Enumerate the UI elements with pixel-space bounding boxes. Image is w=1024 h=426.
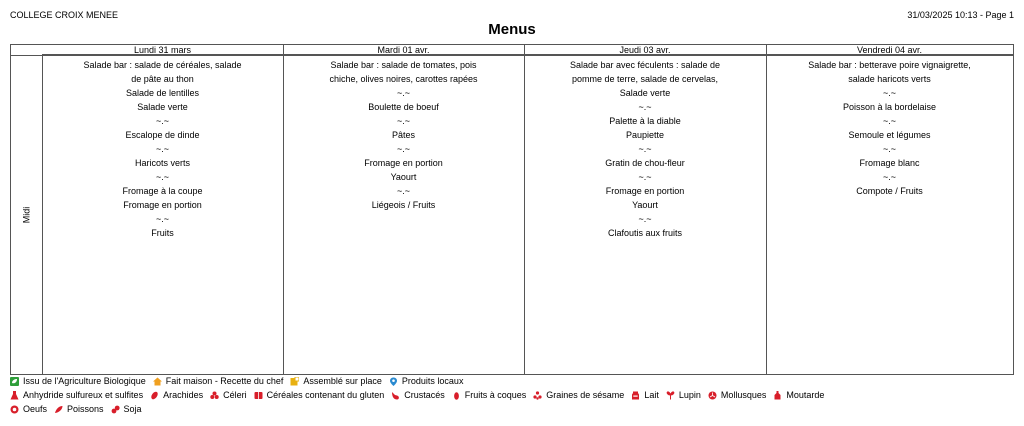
course-separator: ~.~ — [882, 144, 896, 154]
menu-item: Poisson à la bordelaise — [842, 102, 937, 112]
legend-item — [254, 390, 385, 402]
menu-item: Fromage en portion — [123, 200, 202, 210]
legend-label: Fruits à coques — [464, 389, 527, 400]
menu-item: Salade verte — [619, 88, 671, 98]
location-icon — [389, 377, 398, 386]
legend-label: Céréales contenant du gluten — [266, 389, 385, 400]
menu-item: Salade bar : salade de céréales, salade — [83, 60, 242, 70]
menu-item: de pâte au thon — [131, 74, 194, 84]
legend-label: Graines de sésame — [546, 389, 625, 400]
menu-item: Paupiette — [625, 130, 665, 140]
course-separator: ~.~ — [882, 88, 896, 98]
meal-label-text: Midi — [21, 206, 32, 224]
day-column — [524, 58, 766, 240]
day-column — [766, 58, 1013, 198]
legend-label: Soja — [123, 403, 142, 414]
legend-item — [391, 390, 445, 402]
course-separator: ~.~ — [155, 116, 169, 126]
day-header: Jeudi 03 avr. — [524, 45, 766, 55]
legend-item — [111, 404, 142, 416]
legend-item — [666, 390, 701, 402]
legend-item — [533, 390, 624, 402]
legend-item — [708, 390, 767, 402]
legend-label: Issu de l'Agriculture Biologique — [23, 376, 146, 386]
menu-item: Boulette de boeuf — [368, 102, 439, 112]
legend-item — [389, 376, 464, 388]
menu-item: chiche, olives noires, carottes rapées — [329, 74, 478, 84]
course-separator: ~.~ — [638, 144, 652, 154]
menu-item: Clafoutis aux fruits — [607, 228, 683, 238]
menu-item: Haricots verts — [134, 158, 190, 168]
menu-item: pomme de terre, salade de cervelas, — [571, 74, 719, 84]
course-separator: ~.~ — [396, 144, 410, 154]
legend-row — [10, 376, 831, 390]
crustacean-icon — [391, 391, 400, 400]
legend-label: Lupin — [678, 389, 701, 400]
menu-item: Fromage blanc — [859, 158, 920, 168]
menu-item: Palette à la diable — [609, 116, 681, 126]
day-header: Vendredi 04 avr. — [766, 45, 1013, 55]
legend-label: Produits locaux — [401, 376, 464, 386]
legend-label: Crustacés — [404, 389, 445, 400]
menu-item: Escalope de dinde — [125, 130, 200, 140]
course-separator: ~.~ — [396, 88, 410, 98]
legend-item — [10, 390, 143, 402]
menu-item: Yaourt — [632, 200, 658, 210]
day-column — [42, 58, 283, 240]
home-icon — [153, 377, 162, 386]
organic-icon — [10, 377, 19, 386]
legend-label: Oeufs — [23, 403, 48, 414]
menu-item: Fromage en portion — [605, 186, 685, 196]
legend-item — [773, 390, 824, 402]
course-separator: ~.~ — [155, 172, 169, 182]
course-separator: ~.~ — [882, 172, 896, 182]
school-name: COLLEGE CROIX MENEE — [10, 10, 119, 20]
course-separator: ~.~ — [882, 116, 896, 126]
header-divider — [11, 55, 1013, 56]
mustard-icon — [773, 391, 782, 400]
legend-row — [10, 404, 831, 418]
menu-item: Yaourt — [390, 172, 417, 182]
legend-item — [452, 390, 527, 402]
lupin-icon — [666, 391, 675, 400]
menu-item: Salade bar avec féculents : salade de — [569, 60, 721, 70]
day-header: Lundi 31 mars — [42, 45, 283, 55]
legend-label: Moutarde — [786, 389, 825, 400]
course-separator: ~.~ — [638, 102, 652, 112]
legend-label: Fait maison - Recette du chef — [165, 376, 284, 386]
menu-item: Pâtes — [391, 130, 415, 140]
menu-item: salade haricots verts — [848, 74, 931, 84]
meal-label — [11, 56, 42, 374]
gluten-icon — [254, 391, 263, 400]
course-separator: ~.~ — [155, 144, 169, 154]
course-separator: ~.~ — [396, 116, 410, 126]
egg-icon — [10, 405, 19, 414]
menu-item: Salade bar : betterave poire vignaigrette, — [808, 60, 971, 70]
legend — [10, 376, 831, 417]
legend-item — [10, 404, 47, 416]
course-separator: ~.~ — [396, 186, 410, 196]
course-separator: ~.~ — [155, 214, 169, 224]
menu-grid — [10, 44, 1014, 375]
celery-icon — [210, 391, 219, 400]
soy-icon — [111, 405, 120, 414]
legend-label: Lait — [644, 389, 659, 400]
menu-item: Salade de lentilles — [125, 88, 200, 98]
milk-icon — [631, 391, 640, 400]
menu-item: Liégeois / Fruits — [371, 200, 436, 210]
legend-item — [153, 376, 284, 388]
mollusc-icon — [708, 391, 717, 400]
day-column — [283, 58, 524, 212]
legend-item — [631, 390, 659, 402]
fish-icon — [54, 405, 63, 414]
nuts-icon — [452, 391, 461, 400]
menu-item: Salade bar : salade de tomates, pois — [330, 60, 477, 70]
sesame-icon — [533, 391, 542, 400]
peanut-icon — [150, 391, 159, 400]
menu-item: Salade verte — [137, 102, 188, 112]
menu-item: Semoule et légumes — [848, 130, 931, 140]
legend-item — [210, 390, 247, 402]
legend-item — [150, 390, 203, 402]
day-header: Mardi 01 avr. — [283, 45, 524, 55]
legend-row — [10, 390, 831, 404]
assembled-icon — [290, 377, 299, 386]
menu-item: Fromage en portion — [364, 158, 443, 168]
legend-label: Mollusques — [720, 389, 767, 400]
legend-label: Assemblé sur place — [303, 376, 382, 386]
legend-item — [290, 376, 382, 388]
menu-item: Gratin de chou-fleur — [605, 158, 685, 168]
legend-label: Poissons — [67, 403, 104, 414]
sulfites-icon — [10, 391, 19, 400]
legend-item — [10, 376, 146, 388]
legend-label: Arachides — [163, 389, 204, 400]
legend-label: Céleri — [223, 389, 247, 400]
menu-item: Compote / Fruits — [856, 186, 923, 196]
course-separator: ~.~ — [638, 214, 652, 224]
page-title: Menus — [488, 21, 536, 38]
print-date: 31/03/2025 10:13 - Page 1 — [907, 10, 1014, 20]
menu-item: Fromage à la coupe — [122, 186, 203, 196]
legend-item — [54, 404, 104, 416]
menu-item: Fruits — [151, 228, 174, 238]
course-separator: ~.~ — [638, 172, 652, 182]
legend-label: Anhydride sulfureux et sulfites — [23, 389, 144, 400]
